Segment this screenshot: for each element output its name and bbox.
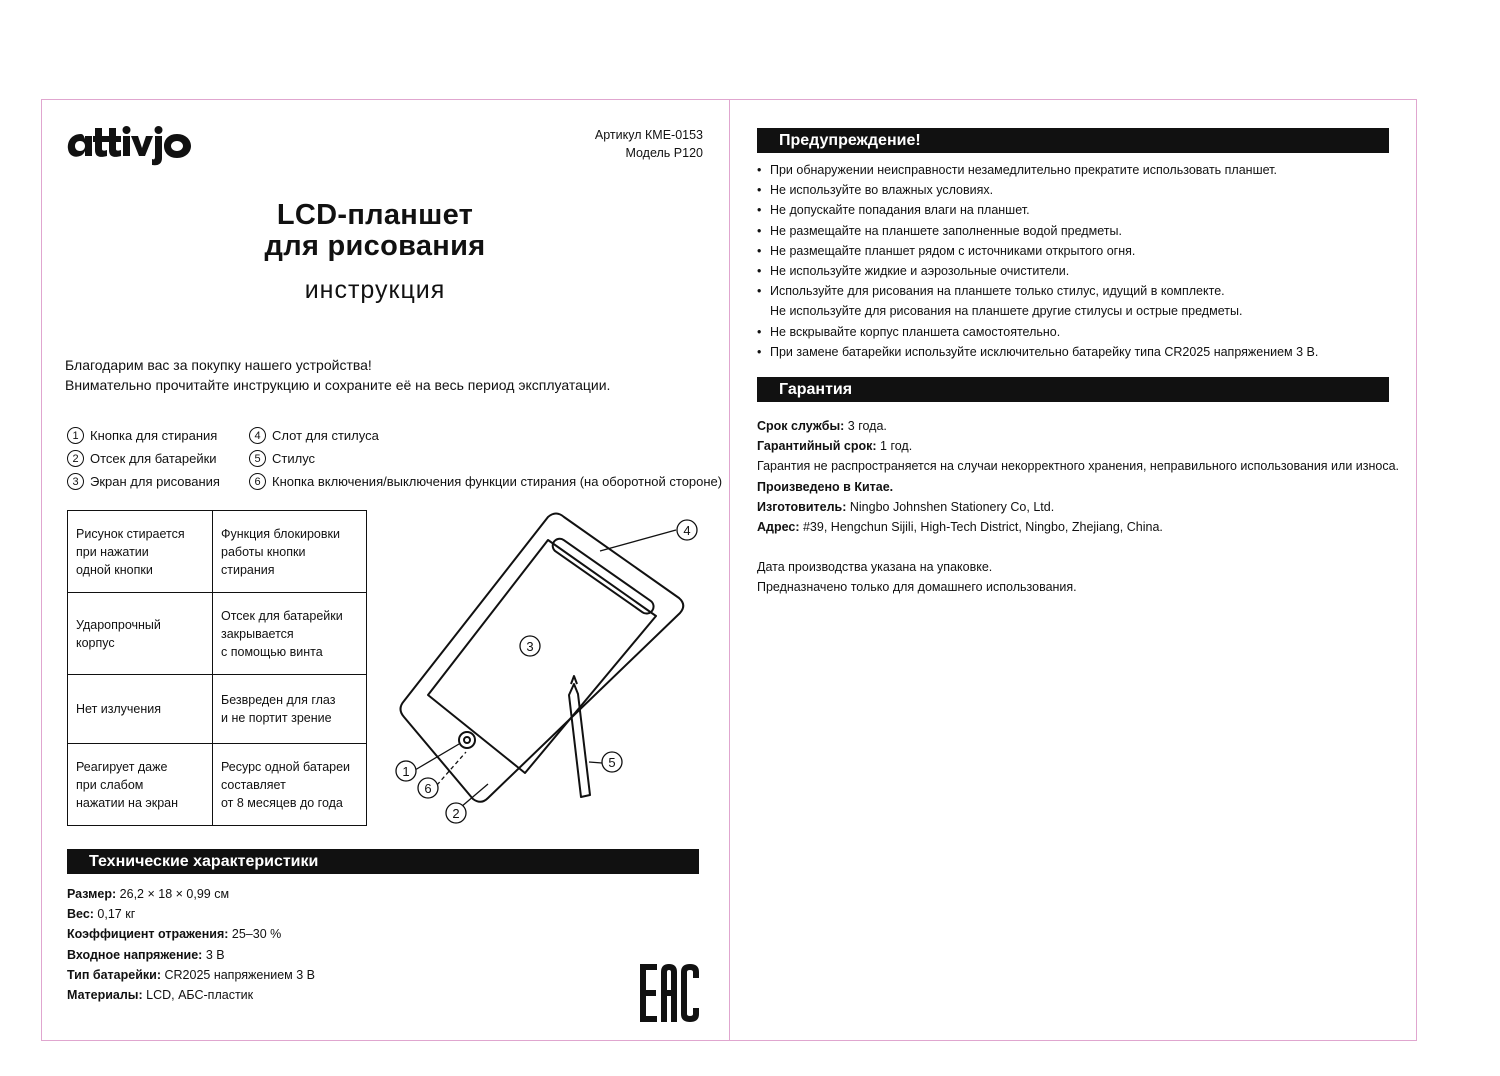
service-life xyxy=(757,416,1399,436)
warning-heading: Предупреждение! xyxy=(757,128,1389,153)
guarantee-key: Гарантийный срок: xyxy=(757,439,877,454)
part-label: Слот для стилуса xyxy=(272,428,379,443)
diagram-label-1: 1 xyxy=(402,764,410,779)
guarantee-value: Ningbo Johnshen Stationery Co, Ltd. xyxy=(849,499,1055,514)
guarantee-key: Адрес: xyxy=(757,520,800,535)
part-label: Отсек для батарейки xyxy=(90,451,217,466)
eac-mark xyxy=(640,964,700,1022)
guarantee-value: 1 год. xyxy=(880,439,913,454)
list-item: • Не используйте во влажных условиях. xyxy=(757,180,1318,200)
manufacturer xyxy=(757,497,1399,517)
list-item: • Не вскрывайте корпус планшета самостоятельно. xyxy=(757,322,1318,342)
part-item xyxy=(67,473,220,490)
guarantee-text xyxy=(757,416,1399,598)
spec-row xyxy=(67,904,315,924)
part-item xyxy=(249,473,722,490)
diagram-label-5: 5 xyxy=(608,755,616,770)
part-number: 1 xyxy=(67,427,84,444)
feature-cell: Нет излучения xyxy=(68,675,213,744)
part-number: 5 xyxy=(249,450,266,467)
tablet-body xyxy=(401,514,684,802)
title-line-1: LCD-планшет xyxy=(276,199,474,231)
spec-row xyxy=(67,924,315,944)
specs-heading: Технические характеристики xyxy=(67,849,699,874)
spec-row xyxy=(67,965,315,985)
model-number: Модель P120 xyxy=(625,146,703,160)
feature-cell: Отсек для батарейки закрывается с помощью винта xyxy=(213,593,367,675)
part-label: Стилус xyxy=(272,451,316,466)
list-item: • Не размещайте на планшете заполненные водой предметы. xyxy=(757,221,1318,241)
part-item xyxy=(249,450,315,467)
stylus xyxy=(569,684,590,797)
eac-text xyxy=(0,0,1,1)
table-row xyxy=(68,744,367,826)
fold-line xyxy=(729,99,730,1041)
warranty-period xyxy=(757,436,1399,456)
feature-cell: Ударопрочный корпус xyxy=(68,593,213,675)
spec-key: Размер: xyxy=(67,887,117,901)
spec-key: Вес: xyxy=(67,907,94,922)
table-row xyxy=(68,675,367,744)
spec-value: 25–30 % xyxy=(231,927,282,942)
spec-key: Входное напряжение: xyxy=(67,947,203,962)
made-in-text: Произведено в Китае. xyxy=(757,479,894,494)
guarantee-key: Срок службы: xyxy=(757,419,845,433)
intro-line-1: Благодарим вас за покупку нашего устройства! xyxy=(65,357,372,373)
list-item-continuation: Не используйте для рисования на планшете другие стилусы и острые предметы. xyxy=(770,304,1243,319)
intro-line-2: Внимательно прочитайте инструкцию и сохраните её на весь период эксплуатации. xyxy=(65,377,611,393)
intro-text xyxy=(65,355,610,395)
spec-row xyxy=(67,985,315,1005)
diagram-label-2: 2 xyxy=(452,806,460,821)
table-row xyxy=(68,511,367,593)
guarantee-key: Изготовитель: xyxy=(757,499,847,514)
article-number: Артикул КМЕ-0153 xyxy=(594,128,703,142)
part-label: Кнопка включения/выключения функции стирания (на оборотной стороне) xyxy=(272,474,723,489)
tablet-diagram xyxy=(390,505,710,835)
part-number: 2 xyxy=(67,450,84,467)
feature-cell: Ресурс одной батареи составляет от 8 месяцев до года xyxy=(213,744,367,826)
diagram-label-6: 6 xyxy=(424,781,432,796)
erase-button xyxy=(459,732,475,748)
diagram-label-4: 4 xyxy=(683,523,691,538)
specs-list xyxy=(67,884,315,1005)
guarantee-value: 3 года. xyxy=(847,419,887,433)
made-in xyxy=(757,477,1399,497)
list-item: • Не размещайте планшет рядом с источниками открытого огня. xyxy=(757,241,1318,261)
spec-value: LCD, АБС-пластик xyxy=(146,988,254,1003)
spec-value: 0,17 кг xyxy=(97,907,136,922)
spec-key: Тип батарейки: xyxy=(67,967,161,982)
feature-cell: Реагирует даже при слабом нажатии на экран xyxy=(68,744,213,826)
part-item xyxy=(67,450,217,467)
guarantee-value: #39, Hengchun Sijili, High-Tech District, Ningbo, Zhejiang, China. xyxy=(802,520,1163,535)
feature-cell: Рисунок стирается при нажатии одной кнопки xyxy=(68,511,213,593)
list-item: • При замене батарейки используйте исключительно батарейку типа CR2025 напряжением 3 В. xyxy=(757,342,1318,362)
list-item: • Не допускайте попадания влаги на планшет. xyxy=(757,200,1318,220)
product-title xyxy=(180,200,570,262)
list-item: • При обнаружении неисправности незамедлительно прекратите использовать планшет. xyxy=(757,160,1318,180)
spacer xyxy=(757,537,1399,557)
features-table xyxy=(67,510,367,826)
spec-row xyxy=(67,884,315,904)
part-label: Экран для рисования xyxy=(90,474,220,489)
part-item xyxy=(249,427,379,444)
feature-cell: Функция блокировки работы кнопки стирания xyxy=(213,511,367,593)
list-item: • Не используйте жидкие и аэрозольные очистители. xyxy=(757,261,1318,281)
article-info xyxy=(595,126,703,162)
warning-list xyxy=(757,160,1318,362)
spec-value: CR2025 напряжением 3 В xyxy=(164,967,316,982)
address xyxy=(757,517,1399,537)
list-item: • Используйте для рисования на планшете только стилус, идущий в комплекте. xyxy=(757,281,1318,301)
spec-value: 3 В xyxy=(205,947,225,962)
spec-row xyxy=(67,945,315,965)
home-use-note: Предназначено только для домашнего использования. xyxy=(757,580,1077,595)
feature-cell: Безвреден для глаз и не портит зрение xyxy=(213,675,367,744)
warranty-exclusion: Гарантия не распространяется на случаи некорректного хранения, неправильного использования или износа. xyxy=(757,459,1400,474)
guarantee-heading: Гарантия xyxy=(757,377,1389,402)
part-item xyxy=(67,427,217,444)
spec-key: Коэффициент отражения: xyxy=(67,927,229,942)
part-number: 4 xyxy=(249,427,266,444)
tablet-screen xyxy=(428,540,656,773)
subtitle: инструкция xyxy=(304,276,446,304)
diagram-label-3: 3 xyxy=(526,639,534,654)
part-number: 3 xyxy=(67,473,84,490)
part-label: Кнопка для стирания xyxy=(90,428,218,443)
table-row xyxy=(68,593,367,675)
spec-key: Материалы: xyxy=(67,988,143,1003)
part-number: 6 xyxy=(249,473,266,490)
spec-value: 26,2 × 18 × 0,99 см xyxy=(119,887,230,901)
production-date-note: Дата производства указана на упаковке. xyxy=(757,560,993,575)
title-line-2: для рисования xyxy=(264,230,486,262)
brand-logo xyxy=(67,122,192,166)
